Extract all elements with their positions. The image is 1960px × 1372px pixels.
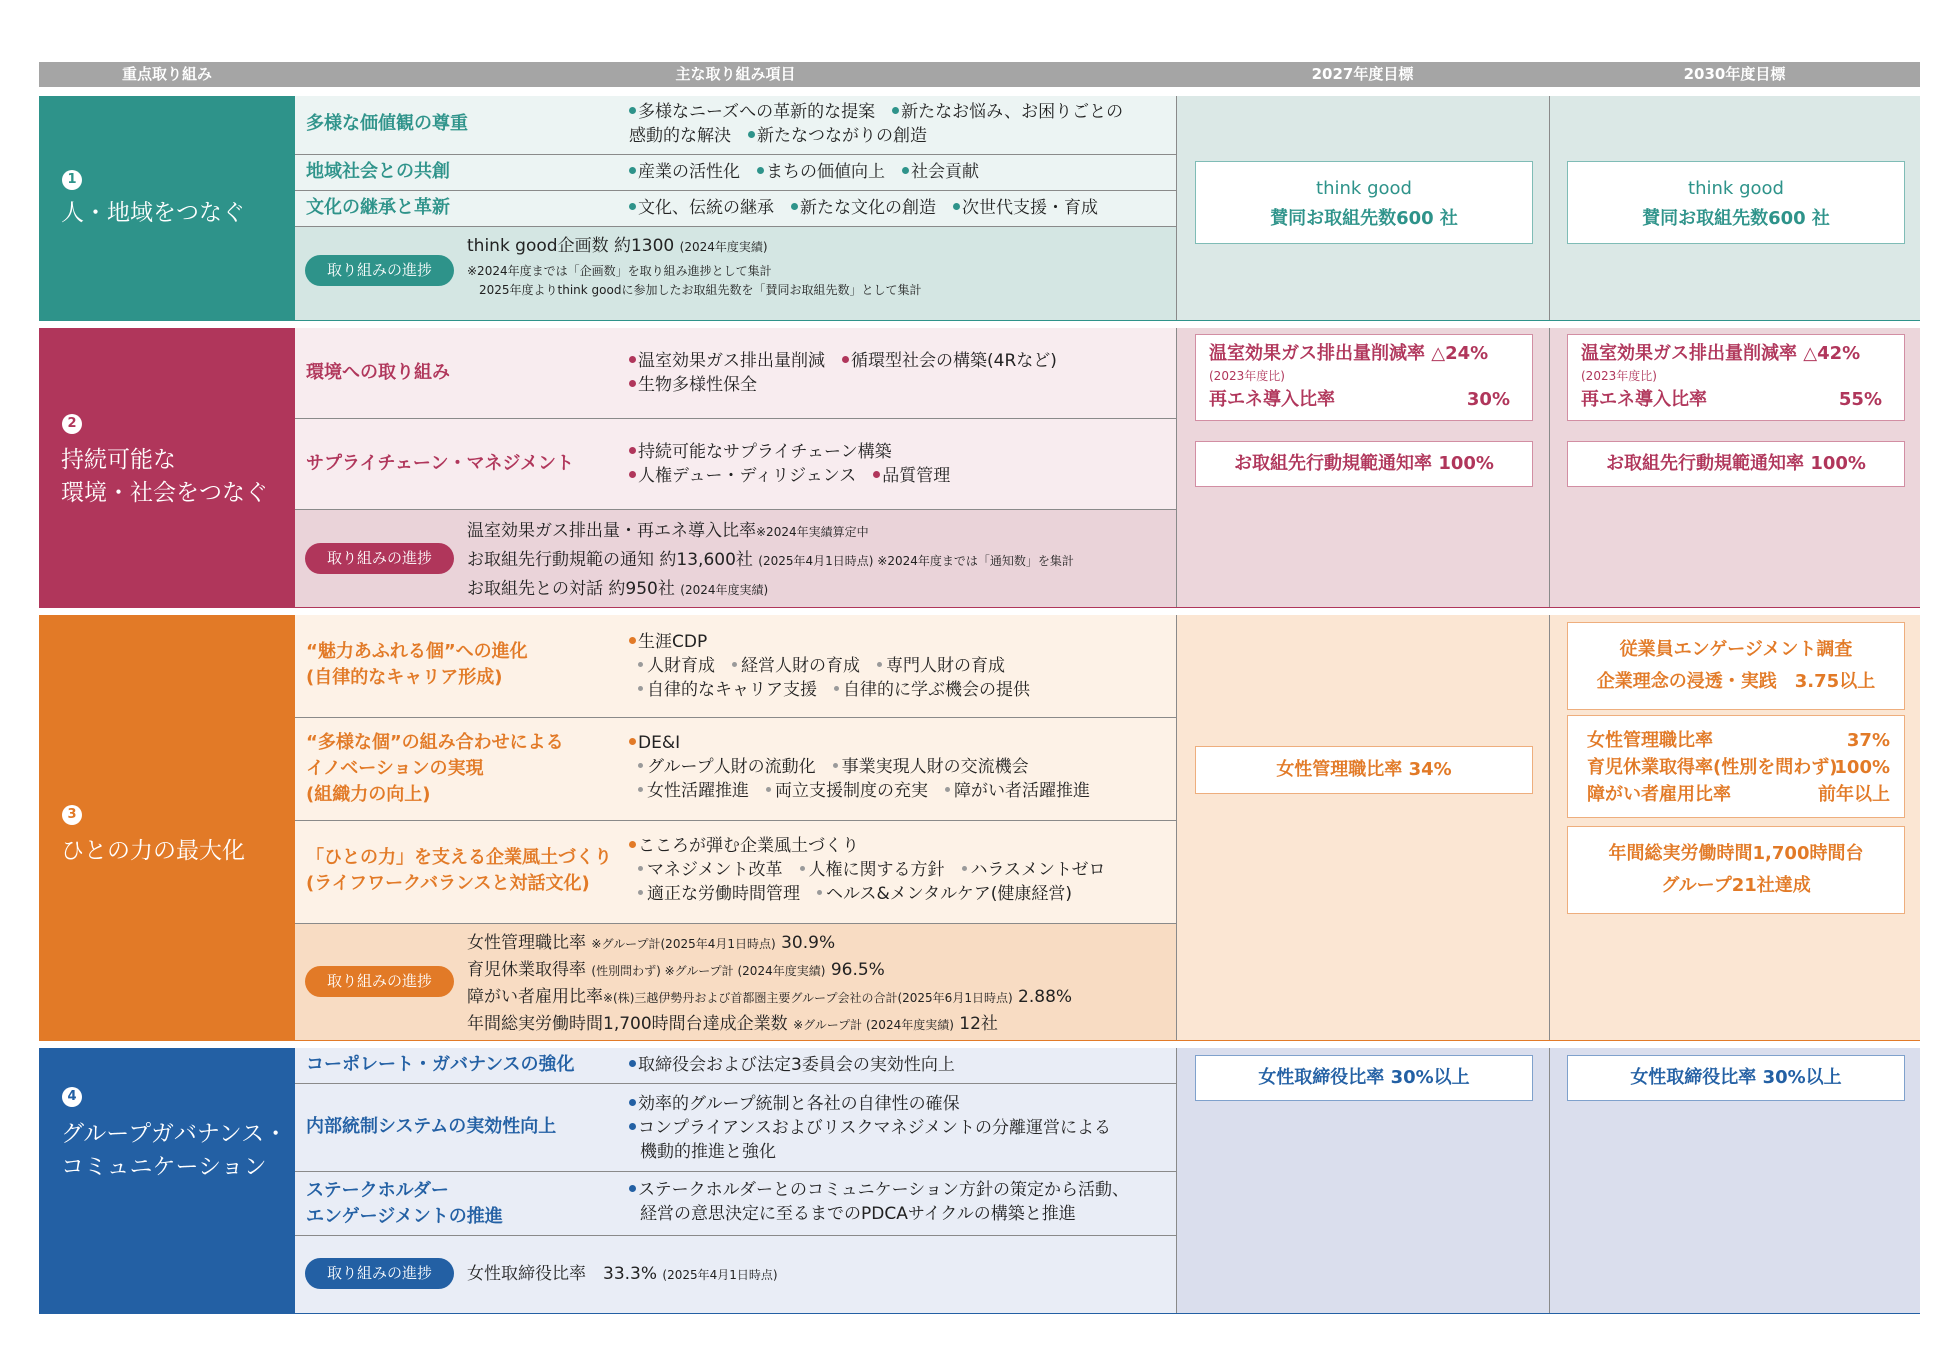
section-1-label: [39, 96, 295, 320]
row-items: 産業の活性化 まちの価値向上 社会貢献: [629, 160, 979, 184]
progress-badge: 取り組みの進捗: [305, 966, 454, 997]
header-2030-target: 2030年度目標: [1683, 65, 1786, 83]
target-box: 年間総実労働時間1,700時間台 グループ21社達成: [1567, 826, 1905, 914]
target-box: 女性管理職比率 37% 育児休業取得率(性別を問わず) 100% 障がい者雇用比率 前年以上: [1567, 715, 1905, 818]
section-1-items: [295, 96, 1176, 320]
progress-row: [295, 1236, 1176, 1313]
list-item: [295, 1084, 1176, 1172]
section-title: 持続可能な 環境・社会をつなぐ: [61, 447, 268, 506]
target-box: 女性取締役比率 30%以上: [1195, 1055, 1533, 1101]
section-4: [39, 1048, 1920, 1314]
target-box: think good 賛同お取組先数600 社: [1195, 161, 1533, 244]
progress-row: [295, 227, 1176, 320]
row-items: 文化、伝統の継承 新たな文化の創造 次世代支援・育成: [629, 196, 1098, 220]
target-2030: [1549, 96, 1920, 320]
row-title: ステークホルダー エンゲージメントの推進: [306, 1180, 503, 1227]
row-title: コーポレート・ガバナンスの強化: [306, 1054, 575, 1075]
target-box-ghg: 温室効果ガス排出量削減率 △42% (2023年度比) 再エネ導入比率 55%: [1567, 334, 1905, 421]
section-title: グループガバナンス・ コミュニケーション: [61, 1121, 288, 1180]
section-3: [39, 615, 1920, 1041]
divider: [1549, 328, 1550, 607]
row-items: 効率的グループ統制と各社の自律性の確保 コンプライアンスおよびリスクマネジメントの分離運営による 機動的推進と強化: [629, 1092, 1111, 1164]
section-4-label: [39, 1048, 295, 1313]
section-4-items: [295, 1048, 1176, 1313]
target-2027: [1176, 615, 1549, 1040]
progress-row: [295, 924, 1176, 1040]
list-item: [295, 155, 1176, 191]
section-1: [39, 96, 1920, 321]
divider: [1549, 96, 1550, 320]
row-title: 地域社会との共創: [306, 161, 450, 182]
row-items: 生涯CDP 人財育成 経営人財の育成 専門人財の育成 自律的なキャリア支援 自律的に学ぶ機会の提供: [629, 630, 1030, 702]
progress-badge: 取り組みの進捗: [305, 255, 454, 286]
target-box: think good 賛同お取組先数600 社: [1567, 161, 1905, 244]
header-main-items: 主な取り組み項目: [675, 65, 796, 83]
section-number: 2: [62, 414, 82, 434]
target-2030: [1549, 1048, 1920, 1313]
row-title: 多様な価値観の尊重: [306, 113, 468, 134]
target-2030: [1549, 615, 1920, 1040]
section-2: [39, 328, 1920, 608]
section-number: 3: [62, 805, 82, 825]
section-number: 4: [62, 1087, 82, 1107]
table-header: [39, 62, 1920, 87]
section-title: 人・地域をつなぐ: [61, 200, 245, 226]
list-item: [295, 615, 1176, 718]
list-item: [295, 96, 1176, 155]
progress-row: [295, 510, 1176, 607]
row-items: 温室効果ガス排出量削減 循環型社会の構築(4Rなど) 生物多様性保全: [629, 349, 1057, 397]
divider: [1549, 1048, 1550, 1313]
target-2027: [1176, 96, 1549, 320]
section-title: ひとの力の最大化: [61, 838, 245, 864]
list-item: [295, 718, 1176, 821]
row-items: 持続可能なサプライチェーン構築 人権デュー・ディリジェンス 品質管理: [629, 440, 950, 488]
section-number: 1: [62, 170, 82, 190]
list-item: [295, 419, 1176, 510]
list-item: [295, 821, 1176, 924]
row-items: 多様なニーズへの革新的な提案 新たなお悩み、お困りごとの 感動的な解決 新たなつながりの創造: [629, 102, 1124, 146]
divider: [1549, 615, 1550, 1040]
progress-text: 温室効果ガス排出量・再エネ導入比率※2024年実績算定中 お取組先行動規範の通知 約13,600社 (2025年4月1日時点) ※2024年度までは「通知数」を集計 お取組先との対話 約950社 (2024年度実績): [467, 521, 1074, 599]
section-3-label: [39, 615, 295, 1040]
row-title: 「ひとの力」を支える企業風土づくり (ライフワークバランスと対話文化): [306, 847, 612, 894]
row-items: こころが弾む企業風土づくり マネジメント改革 人権に関する方針 ハラスメントゼロ 適正な労働時間管理 ヘルス&メンタルケア(健康経営): [629, 834, 1105, 906]
progress-text: think good企画数 約1300 (2024年度実績) ※2024年度までは「企画数」を取り組み進捗として集計 2025年度よりthink goodに参加したお取組先数を「賛同お取組先数」として集計: [467, 236, 922, 297]
section-3-items: [295, 615, 1176, 1040]
target-box: お取組先行動規範通知率 100%: [1567, 441, 1905, 487]
row-title: 内部統制システムの実効性向上: [306, 1116, 557, 1137]
target-box: 従業員エンゲージメント調査 企業理念の浸透・実践 3.75以上: [1567, 622, 1905, 710]
target-box: お取組先行動規範通知率 100%: [1195, 441, 1533, 487]
row-title: “多様な個”の組み合わせによる イノベーションの実現 (組織力の向上): [306, 732, 564, 805]
section-2-items: [295, 328, 1176, 607]
row-items: DE&I グループ人財の流動化 事業実現人財の交流機会 女性活躍推進 両立支援制度の充実 障がい者活躍推進: [629, 731, 1090, 803]
progress-badge: 取り組みの進捗: [305, 1258, 454, 1289]
target-box-ghg: 温室効果ガス排出量削減率 △24% (2023年度比) 再エネ導入比率 30%: [1195, 334, 1533, 421]
list-item: [295, 328, 1176, 419]
target-box: 女性管理職比率 34%: [1195, 746, 1533, 794]
target-2030: [1549, 328, 1920, 607]
target-2027: [1176, 1048, 1549, 1313]
divider: [1176, 615, 1177, 1040]
progress-badge: 取り組みの進捗: [305, 543, 454, 574]
target-2027: [1176, 328, 1549, 607]
header-2027-target: 2027年度目標: [1311, 65, 1414, 83]
target-box: 女性取締役比率 30%以上: [1567, 1055, 1905, 1101]
progress-text: 女性管理職比率 ※グループ計(2025年4月1日時点) 30.9% 育児休業取得率 (性別問わず) ※グループ計 (2024年度実績) 96.5% 障がい者雇用比率※(株)三越伊勢丹および首都圏主要グループ会社の合計(2025年6月1日時点) 2.88% 年間総実労働時間1,700時間台達成企業数 ※グループ計 (2024年度実績) 12社: [467, 933, 1073, 1034]
row-title: “魅力あふれる個”への進化 (自律的なキャリア形成): [306, 641, 528, 688]
row-items: ステークホルダーとのコミュニケーション方針の策定から活動、 経営の意思決定に至るまでのPDCAサイクルの構築と推進: [629, 1178, 1129, 1226]
row-title: 環境への取り組み: [306, 362, 450, 383]
list-item: [295, 1172, 1176, 1236]
row-title: サプライチェーン・マネジメント: [306, 453, 575, 474]
list-item: [295, 1048, 1176, 1084]
divider: [1176, 96, 1177, 320]
progress-text: 女性取締役比率 33.3% (2025年4月1日時点): [467, 1264, 778, 1284]
row-title: 文化の継承と革新: [306, 197, 450, 218]
row-items: 取締役会および法定3委員会の実効性向上: [629, 1053, 955, 1077]
list-item: [295, 191, 1176, 227]
section-2-label: [39, 328, 295, 607]
header-focus: 重点取り組み: [121, 65, 212, 83]
divider: [1176, 328, 1177, 607]
divider: [1176, 1048, 1177, 1313]
